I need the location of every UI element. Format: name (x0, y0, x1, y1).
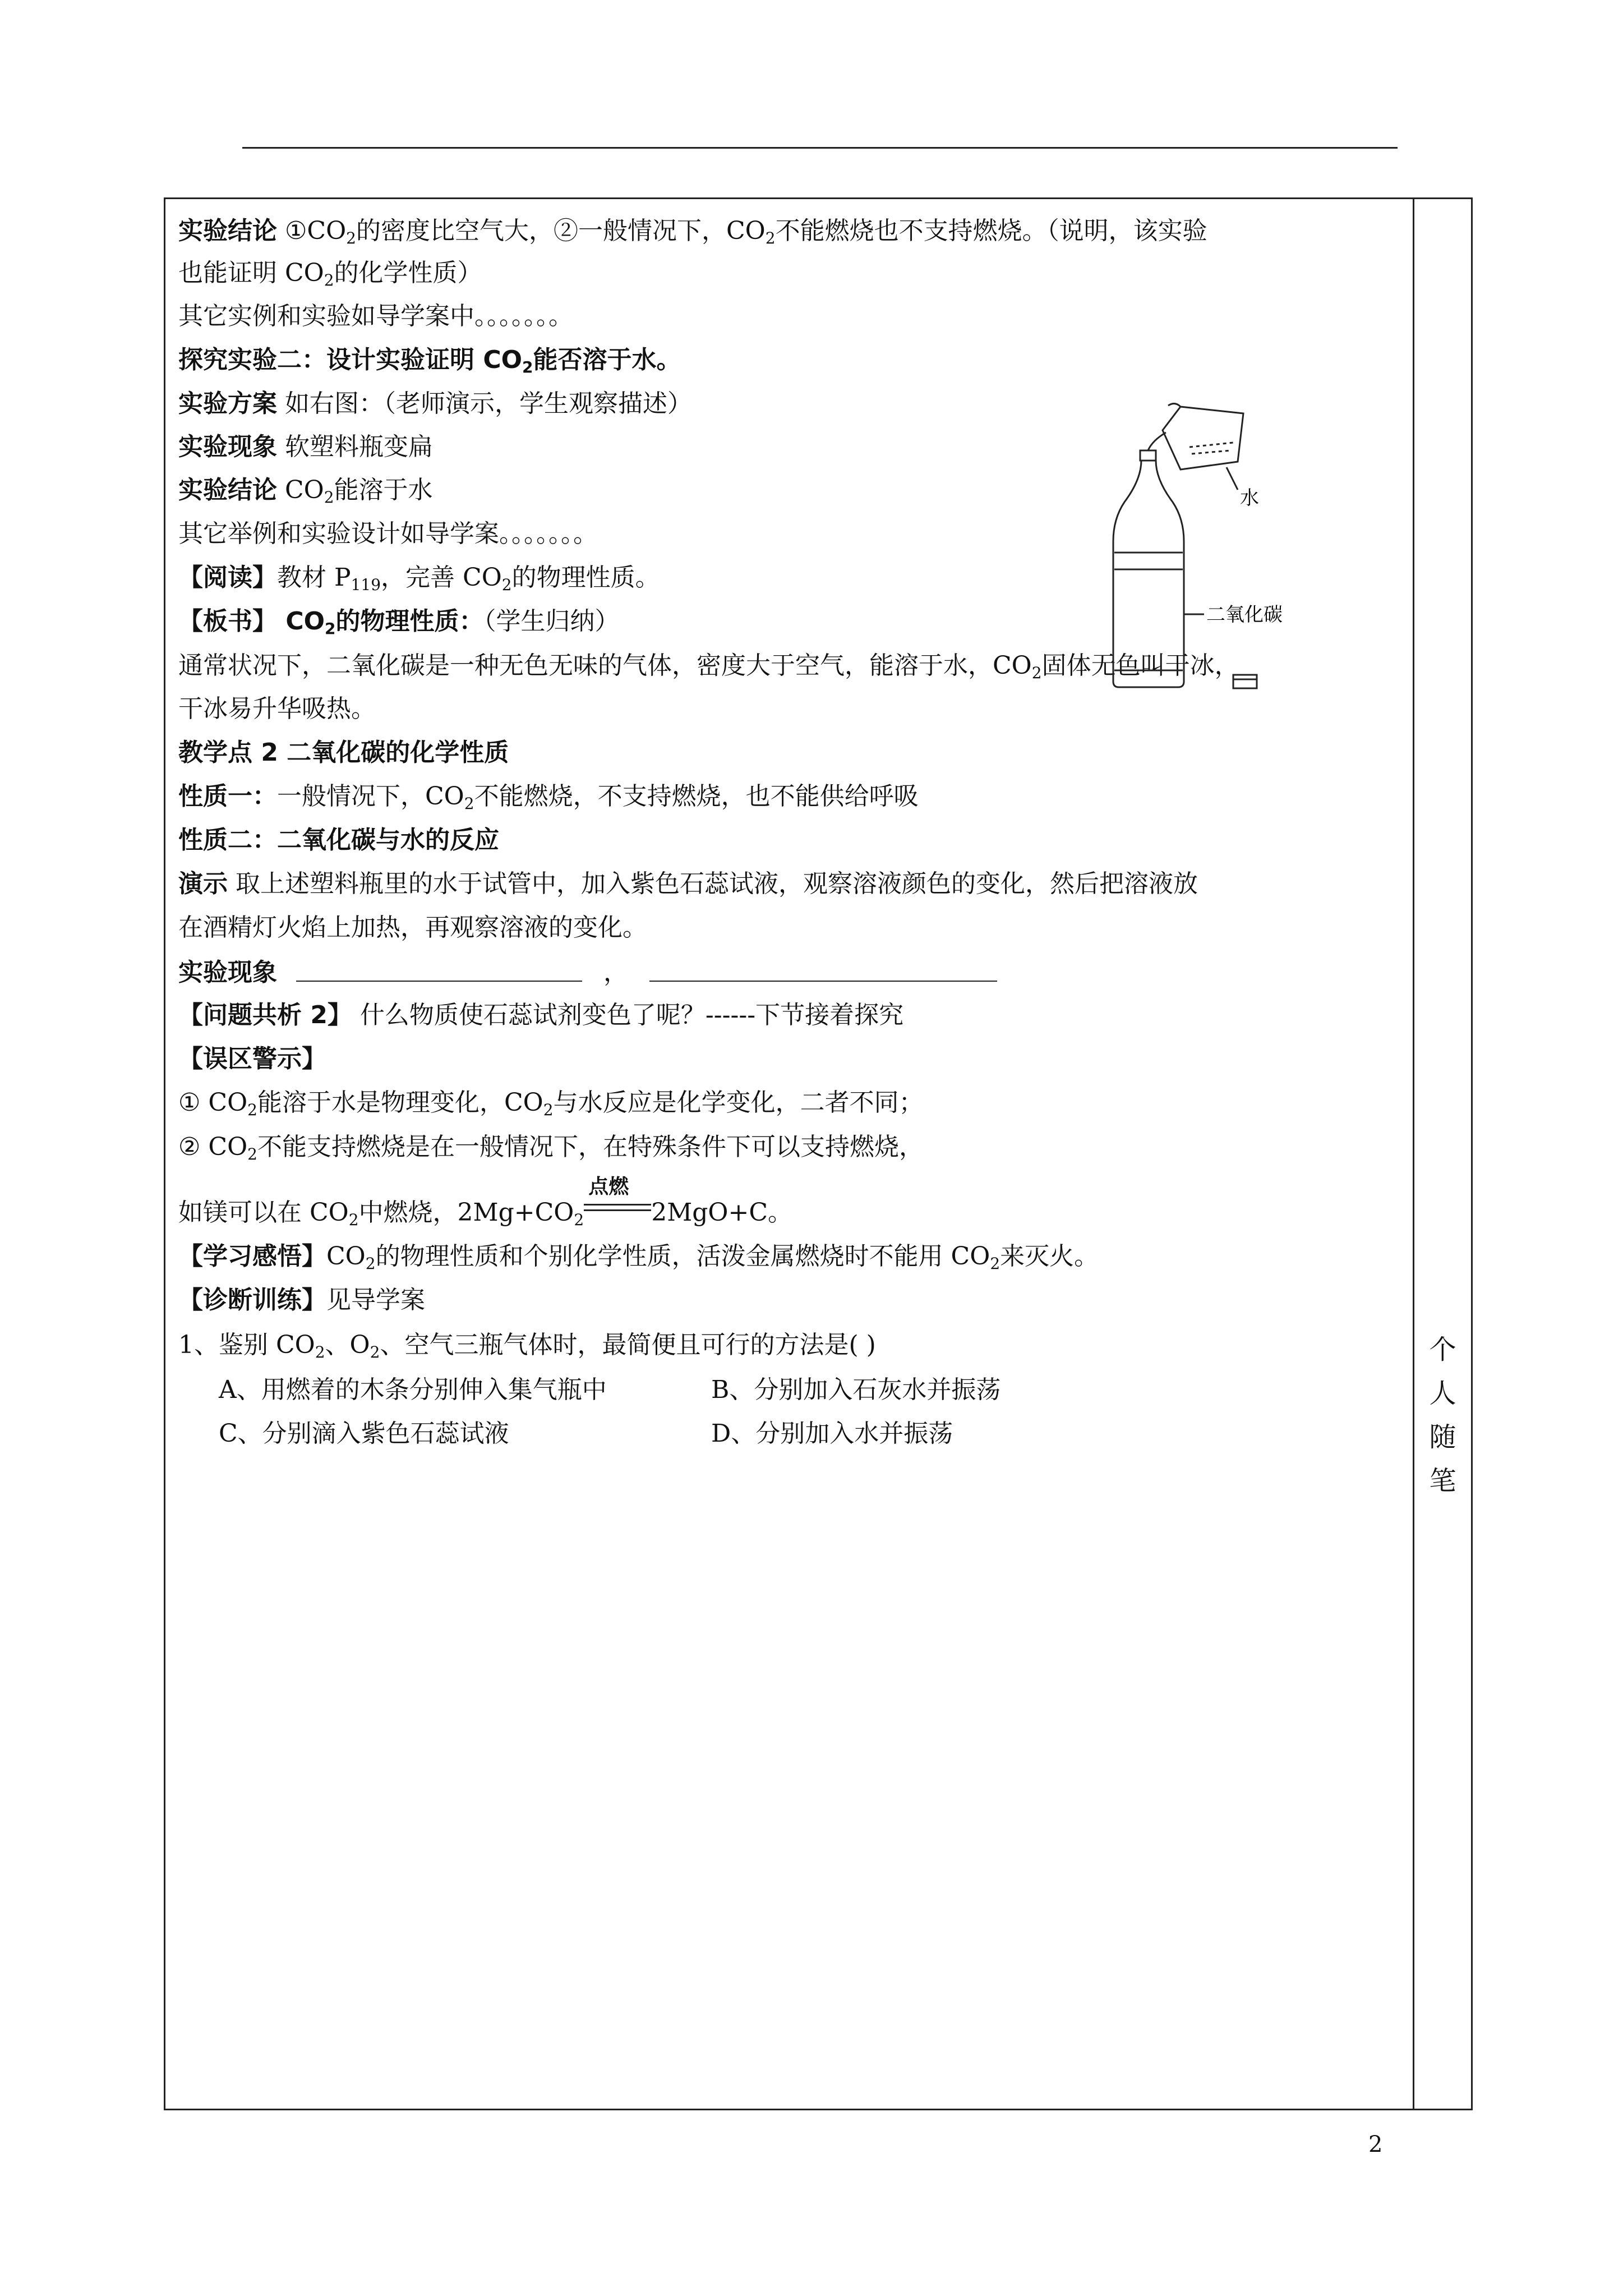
personal-notes-column (1413, 197, 1473, 2110)
text: 不能支持燃烧是在一般情况下，在特殊条件下可以支持燃烧， (257, 1133, 924, 1161)
label-conclusion: 实验结论 (178, 476, 277, 504)
text (584, 1209, 651, 1211)
text: 【误区警示】 (178, 1045, 326, 1073)
label-reading: 【阅读】 (178, 563, 277, 592)
text: CO (326, 1242, 366, 1271)
text: （学生归纳） (483, 607, 620, 636)
text: 见导学案 (326, 1286, 425, 1314)
misconception-heading (178, 1042, 326, 1076)
text: 2MgO+C。 (651, 1198, 793, 1227)
question-analysis-line (178, 999, 903, 1032)
notes-label-char: 随 (1429, 1421, 1456, 1453)
physical-props-line-1 (178, 649, 1239, 683)
subscript: 2 (1031, 664, 1042, 682)
figure-label-water: 水 (1240, 487, 1259, 509)
notes-label-char: 个 (1429, 1334, 1456, 1365)
subscript: 2 (370, 1343, 380, 1361)
subscript: 2 (325, 619, 336, 638)
phenomenon-blanks-line (178, 955, 997, 988)
notes-label-char: 人 (1429, 1378, 1456, 1409)
option-c[interactable]: C、分别滴入紫色石蕊试液 (219, 1419, 509, 1448)
text: 教材 P (277, 563, 351, 592)
subscript: 2 (324, 271, 334, 289)
teaching-point-2-heading (178, 736, 509, 770)
text: 的化学性质） (334, 259, 482, 287)
text: 不能燃烧也不支持燃烧。（说明，该实验 (775, 217, 1207, 245)
label-plan: 实验方案 (178, 389, 277, 418)
text: ① CO (178, 1088, 248, 1117)
text: 能否溶于水。 (533, 346, 681, 374)
demo-line-1 (178, 867, 1198, 901)
subscript: 2 (365, 1254, 376, 1273)
subscript: 2 (315, 1343, 325, 1361)
experiment-conclusion-line (178, 473, 433, 507)
subscript: 2 (324, 488, 334, 507)
text: 点燃 (588, 1175, 629, 1198)
text: 其它举例和实验设计如导学案。。。。。。。 (178, 519, 598, 548)
label-conclusion: 实验结论 (178, 217, 277, 245)
experiment-phenomenon-line (178, 430, 433, 464)
label-demo: 演示 (178, 869, 228, 898)
learning-reflection-line (178, 1240, 1099, 1273)
experiment-plan-line (178, 387, 692, 421)
label-reflection: 【学习感悟】 (178, 1242, 326, 1271)
text: 1、鉴别 CO (178, 1331, 315, 1359)
physical-props-line-2 (178, 692, 376, 726)
text: 来灭火。 (1000, 1242, 1099, 1271)
answer-blank-2[interactable] (649, 955, 997, 982)
subscript: 119 (351, 576, 381, 594)
answer-blank-1[interactable] (296, 955, 582, 982)
misconception-item-1 (178, 1086, 924, 1120)
page-number: 2 (1368, 2132, 1383, 2157)
header-rule (242, 147, 1398, 149)
subscript: 2 (765, 229, 776, 247)
misconception-item-2 (178, 1130, 924, 1164)
text: 什么物质使石蕊试剂变色了呢？------下节接着探究 (352, 1001, 904, 1029)
text: CO (277, 607, 325, 636)
reading-line (178, 561, 660, 595)
property-two-heading (178, 823, 499, 857)
property-one-line (178, 780, 919, 813)
text: 其它实例和实验如导学案中。。。。。。。 (178, 302, 573, 330)
notes-label-char: 笔 (1429, 1465, 1456, 1497)
text: 固体无色叫干冰， (1041, 651, 1239, 680)
option-b[interactable]: B、分别加入石灰水并振荡 (711, 1375, 1001, 1404)
text: ①CO (277, 217, 347, 245)
text: 教学点 2 二氧化碳的化学性质 (178, 738, 509, 767)
figure-label-co2: 二氧化碳 (1206, 604, 1283, 626)
text: 性质二：二氧化碳与水的反应 (178, 826, 499, 854)
text: 不能燃烧，不支持燃烧，也不能供给呼吸 (474, 782, 919, 811)
text: 在酒精灯火焰上加热，再观察溶液的变化。 (178, 913, 647, 942)
text: 的物理性质： (335, 607, 484, 636)
other-examples-line-2 (178, 517, 598, 551)
subscript: 2 (990, 1254, 1000, 1273)
option-d[interactable]: D、分别加入水并振荡 (711, 1419, 953, 1448)
text: 、空气三瓶气体时，最简便且可行的方法是( ) (380, 1331, 876, 1359)
text: ，完善 CO (381, 563, 502, 592)
text: 能溶于水是物理变化，CO (257, 1088, 543, 1117)
label-diagnostic: 【诊断训练】 (178, 1286, 326, 1314)
label-blackboard: 【板书】 (178, 607, 277, 636)
text: 如右图：（老师演示，学生观察描述） (277, 389, 692, 418)
text: 探究实验二：设计实验证明 CO (178, 346, 523, 374)
label-property-one: 性质一： (178, 782, 277, 811)
reaction-condition-arrow (584, 1175, 651, 1230)
experiment-two-heading (178, 343, 681, 377)
text: 中燃烧，2Mg+CO (358, 1198, 574, 1227)
label-question-analysis: 【问题共析 2】 (178, 1001, 352, 1029)
label-phenomenon: 实验现象 (178, 432, 277, 461)
subscript: 2 (464, 794, 474, 813)
text: 、O (325, 1331, 370, 1359)
bottle-experiment-drawing (1096, 395, 1343, 693)
text: 一般情况下，CO (277, 782, 464, 811)
demo-line-2 (178, 911, 647, 945)
text: 与水反应是化学变化，二者不同； (553, 1088, 924, 1117)
text: 的物理性质。 (511, 563, 660, 592)
question-1-stem (178, 1328, 876, 1362)
text: 能溶于水 (334, 476, 433, 504)
text: 如镁可以在 CO (178, 1198, 349, 1227)
subscript: 2 (501, 576, 512, 594)
text: 干冰易升华吸热。 (178, 694, 376, 723)
text: 的物理性质和个别化学性质，活泼金属燃烧时不能用 CO (375, 1242, 990, 1271)
subscript: 2 (348, 1211, 359, 1229)
text: 取上述塑料瓶里的水于试管中，加入紫色石蕊试液，观察溶液颜色的变化，然后把溶液放 (228, 869, 1198, 898)
text: ② CO (178, 1133, 248, 1161)
subscript: 2 (522, 358, 533, 376)
subscript: 2 (543, 1101, 554, 1119)
other-examples-line (178, 300, 573, 333)
conclusion-line-1 (178, 214, 1207, 248)
diagnostic-training-line (178, 1283, 425, 1317)
magnesium-equation-line (178, 1175, 793, 1230)
bottle-experiment-figure (1096, 395, 1343, 693)
option-a[interactable]: A、用燃着的木条分别伸入集气瓶中 (219, 1375, 607, 1404)
text: 软塑料瓶变扁 (277, 432, 433, 461)
subscript: 2 (247, 1101, 257, 1119)
subscript: 2 (574, 1211, 584, 1229)
text: CO (277, 476, 324, 504)
text: 通常状况下，二氧化碳是一种无色无味的气体，密度大于空气，能溶于水，CO (178, 651, 1032, 680)
subscript: 2 (346, 229, 356, 247)
label-phenomenon: 实验现象 (178, 958, 277, 987)
text: ， (603, 958, 628, 987)
subscript: 2 (247, 1145, 257, 1163)
text: 也能证明 CO (178, 259, 324, 287)
text: 的密度比空气大，②一般情况下，CO (356, 217, 766, 245)
blackboard-line (178, 605, 620, 638)
conclusion-line-2 (178, 256, 482, 290)
text (584, 1204, 651, 1205)
